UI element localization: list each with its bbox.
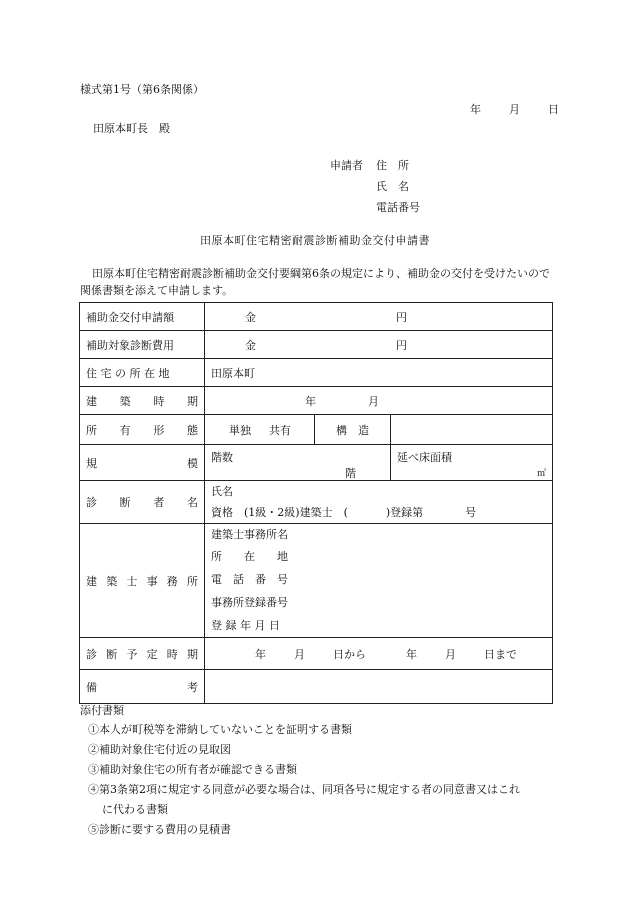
attachment-item: ②補助対象住宅付近の見取図 (88, 743, 231, 756)
office-field[interactable]: 建築士事務所名 所 在 地 電 話 番 号 事務所登録番号 登 録 年 月 日 (205, 524, 553, 638)
floors-field[interactable]: 階数 階 (205, 445, 391, 481)
attachment-item: に代わる書類 (102, 803, 168, 816)
structure-field[interactable] (391, 415, 553, 445)
subsidy-amount-label: 補助金交付申請額 (80, 303, 205, 331)
attachment-item: ⑤診断に要する費用の見積書 (88, 823, 231, 836)
diagnoser-label: 診 断 者 名 (80, 481, 205, 524)
document-title: 田原本町住宅精密耐震診断補助金交付申請書 (200, 234, 430, 247)
addressee: 田原本町長 殿 (93, 122, 170, 135)
remarks-label: 備 考 (80, 670, 205, 704)
ownership-label: 所 有 形 態 (80, 415, 205, 445)
application-table (79, 302, 553, 704)
date-month: 月 (509, 103, 520, 116)
diagnoser-field[interactable]: 氏名 資格 (1級・2級)建築士 ( )登録第 号 (205, 481, 553, 524)
intro-text: 田原本町住宅精密耐震診断補助金交付要綱第6条の規定により、補助金の交付を受けたいので関係書類を添えて申請します。 (80, 267, 550, 297)
structure-label: 構 造 (315, 415, 391, 445)
date-year: 年 (470, 103, 481, 116)
applicant-label: 申請者 (330, 159, 363, 172)
form-number: 様式第1号（第6条関係） (80, 83, 204, 96)
attachment-item: ①本人が町税等を滞納していないことを証明する書類 (88, 723, 352, 736)
schedule-field[interactable]: 年 月 日から 年 月 日まで (205, 638, 553, 670)
office-label: 建 築 士 事 務 所 (80, 524, 205, 638)
built-label: 建 築 時 期 (80, 387, 205, 415)
applicant-address-label: 住 所 (376, 159, 409, 172)
date-day: 日 (548, 103, 559, 116)
ownership-field[interactable]: 単独 共有 (205, 415, 315, 445)
remarks-field[interactable] (205, 670, 553, 704)
floor-area-field[interactable]: 延べ床面積 ㎡ (391, 445, 553, 481)
built-field[interactable]: 年 月 (205, 387, 553, 415)
applicant-block (330, 155, 420, 218)
attachments-heading: 添付書類 (80, 704, 124, 717)
diagnosis-cost-label: 補助対象診断費用 (80, 331, 205, 359)
scale-label: 規 模 (80, 445, 205, 481)
location-label: 住 宅 の 所 在 地 (80, 359, 205, 387)
attachments-list (80, 720, 520, 840)
schedule-label: 診 断 予 定 時 期 (80, 638, 205, 670)
attachment-item: ④第3条第2項に規定する同意が必要な場合は、同項各号に規定する者の同意書又はこれ (88, 783, 520, 796)
applicant-name-label: 氏 名 (376, 180, 409, 193)
location-field[interactable]: 田原本町 (205, 359, 553, 387)
subsidy-amount-field[interactable]: 金 円 (205, 303, 553, 331)
attachment-item: ③補助対象住宅の所有者が確認できる書類 (88, 763, 297, 776)
applicant-phone-label: 電話番号 (376, 201, 420, 214)
diagnosis-cost-field[interactable]: 金 円 (205, 331, 553, 359)
date-line (470, 101, 559, 117)
